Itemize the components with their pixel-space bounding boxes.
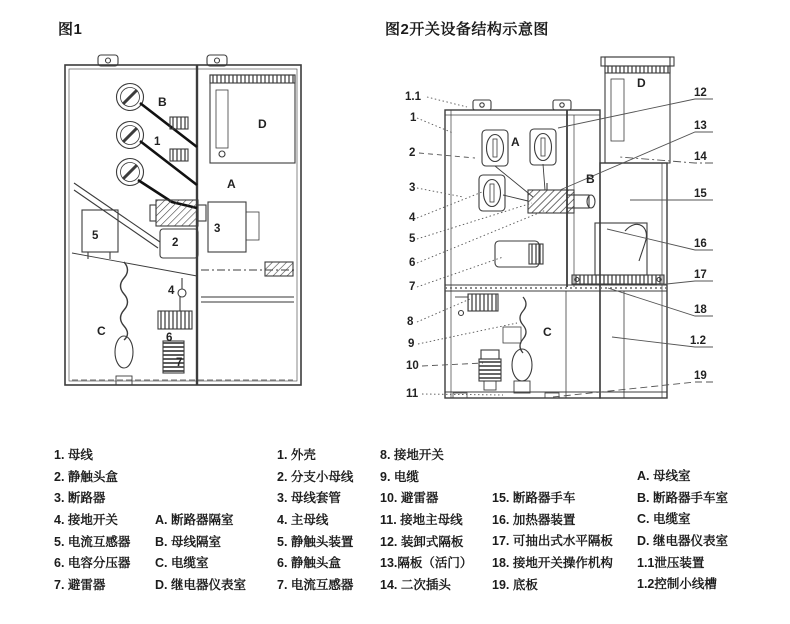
fig2-callout-11: 11 [406, 388, 419, 400]
fig1-callout-7: 7 [176, 357, 183, 369]
legend-item: 1. 母线 [54, 448, 93, 462]
legend-item: 7. 避雷器 [54, 578, 106, 593]
legend-item: 4. 主母线 [277, 513, 329, 528]
legend-item: A. 断路器隔室 [155, 513, 234, 527]
figure2-drawing [395, 45, 725, 410]
legend-item: 11. 接地主母线 [380, 513, 463, 528]
legend-item: 9. 电缆 [380, 469, 419, 484]
legend-item: D. 继电器仪表室 [155, 578, 246, 593]
fig2-callout-12: 12 [694, 87, 707, 99]
fig2-callout-1: 1 [410, 112, 417, 124]
legend-item: 8. 接地开关 [380, 448, 444, 462]
fig1-callout-2: 2 [172, 237, 179, 249]
legend-item: 18. 接地开关操作机构 [492, 556, 613, 571]
legend-item: 3. 母线套管 [277, 491, 341, 506]
fig2-callout-1-2: 1.2 [690, 335, 706, 347]
legend-item: 19. 底板 [492, 577, 538, 592]
legend-fig2-parts-1 [277, 445, 353, 597]
legend-item: 4. 接地开关 [54, 513, 118, 528]
figure2-leader-lines [417, 97, 713, 397]
legend-item: 5. 静触头装置 [277, 534, 354, 549]
fig2-callout-19: 19 [694, 370, 707, 382]
fig1-room-a: A [227, 177, 236, 191]
legend-item: 16. 加热器装置 [492, 512, 576, 527]
fig2-callout-9: 9 [408, 338, 415, 350]
legend-item: A. 母线室 [637, 469, 691, 483]
fig2-callout-10: 10 [406, 360, 419, 372]
legend-item: 15. 断路器手车 [492, 491, 576, 505]
fig2-callout-14: 14 [694, 151, 707, 163]
legend-fig1-parts [54, 445, 130, 597]
legend-fig2-parts-3 [492, 488, 613, 596]
fig1-callout-5: 5 [92, 230, 99, 242]
fig2-callout-1-1: 1.1 [405, 91, 421, 103]
fig2-callout-15: 15 [694, 188, 707, 200]
legend-item: B. 断路器手车室 [637, 490, 728, 505]
figure1-title: 图1 [58, 21, 83, 38]
figure2-title: 图2开关设备结构示意图 [385, 21, 549, 38]
legend-fig2-parts-2 [380, 445, 472, 597]
figure1-drawing [60, 50, 310, 395]
fig1-room-d: D [258, 117, 267, 131]
legend-item: 2. 静触头盒 [54, 469, 118, 484]
legend-item: 5. 电流互感器 [54, 534, 131, 549]
legend-item: 12. 装卸式隔板 [380, 534, 464, 549]
fig1-room-c: C [97, 324, 106, 338]
fig2-callout-2: 2 [409, 147, 416, 159]
fig2-room-d: D [637, 76, 646, 90]
legend-fig2-rooms [637, 466, 728, 596]
legend-item: 17. 可抽出式水平隔板 [492, 534, 613, 549]
legend-fig1-rooms [155, 510, 246, 597]
legend-item: 13.隔板（活门） [380, 556, 473, 571]
fig2-callout-13: 13 [694, 120, 707, 132]
fig2-room-a: A [511, 135, 520, 149]
fig2-callout-8: 8 [407, 316, 414, 328]
legend-item: 1.2控制小线槽 [637, 577, 717, 592]
fig1-callout-3: 3 [214, 223, 221, 235]
fig1-room-b: B [158, 95, 167, 109]
legend-item: C. 电缆室 [155, 556, 209, 571]
legend-item: B. 母线隔室 [155, 534, 221, 549]
fig1-callout-4: 4 [168, 285, 175, 297]
fig2-callout-6: 6 [409, 257, 416, 269]
legend-item: 7. 电流互感器 [277, 578, 354, 593]
legend-item: 6. 静触头盒 [277, 556, 341, 571]
legend-item: 2. 分支小母线 [277, 469, 354, 484]
legend-item: 1. 外壳 [277, 448, 316, 462]
fig1-callout-1: 1 [154, 136, 161, 148]
legend-item: 6. 电容分压器 [54, 556, 131, 571]
fig2-callout-16: 16 [694, 238, 707, 250]
legend-item: D. 继电器仪表室 [637, 534, 728, 549]
fig2-room-b: B [586, 172, 595, 186]
legend-item: 10. 避雷器 [380, 491, 439, 506]
fig2-callout-17: 17 [694, 269, 707, 281]
fig2-callout-5: 5 [409, 233, 416, 245]
fig1-callout-6: 6 [166, 332, 173, 344]
fig2-room-c: C [543, 325, 552, 339]
fig2-callout-7: 7 [409, 281, 416, 293]
legend-item: 3. 断路器 [54, 491, 106, 506]
legend-item: 14. 二次插头 [380, 578, 451, 593]
legend-item: 1.1泄压装置 [637, 555, 705, 570]
fig2-callout-3: 3 [409, 182, 416, 194]
legend-item: C. 电缆室 [637, 512, 691, 527]
fig2-callout-18: 18 [694, 304, 707, 316]
fig2-callout-4: 4 [409, 212, 416, 224]
